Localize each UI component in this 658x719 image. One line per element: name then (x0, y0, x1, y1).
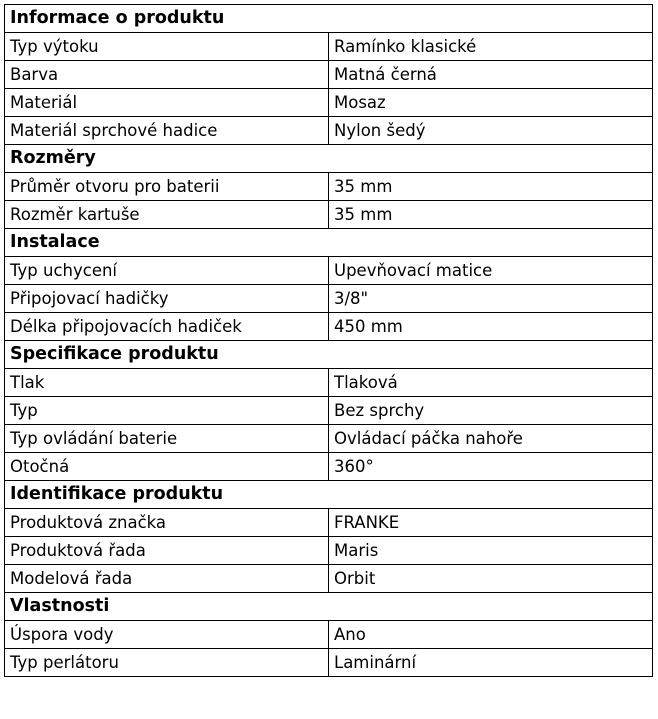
spec-value: Laminární (329, 649, 653, 677)
section-title: Specifikace produktu (5, 341, 653, 369)
section-header-row (5, 481, 653, 509)
spec-value: 450 mm (329, 313, 653, 341)
spec-row (5, 201, 653, 229)
section-header-row (5, 593, 653, 621)
spec-row (5, 425, 653, 453)
spec-row (5, 565, 653, 593)
spec-label: Připojovací hadičky (5, 285, 329, 313)
spec-label: Produktová značka (5, 509, 329, 537)
section-title: Informace o produktu (5, 5, 653, 33)
spec-value: Ovládací páčka nahoře (329, 425, 653, 453)
spec-row (5, 537, 653, 565)
spec-value: 35 mm (329, 173, 653, 201)
spec-label: Typ perlátoru (5, 649, 329, 677)
spec-value: Ano (329, 621, 653, 649)
spec-row (5, 313, 653, 341)
spec-label: Materiál sprchové hadice (5, 117, 329, 145)
spec-label: Modelová řada (5, 565, 329, 593)
section-title: Identifikace produktu (5, 481, 653, 509)
spec-value: Nylon šedý (329, 117, 653, 145)
spec-label: Typ uchycení (5, 257, 329, 285)
spec-row (5, 257, 653, 285)
spec-label: Materiál (5, 89, 329, 117)
spec-label: Úspora vody (5, 621, 329, 649)
section-title: Vlastnosti (5, 593, 653, 621)
spec-table-body (5, 5, 653, 677)
spec-value: 3/8" (329, 285, 653, 313)
section-title: Rozměry (5, 145, 653, 173)
spec-value: Mosaz (329, 89, 653, 117)
spec-row (5, 117, 653, 145)
spec-value: Ramínko klasické (329, 33, 653, 61)
section-header-row (5, 229, 653, 257)
spec-label: Typ ovládání baterie (5, 425, 329, 453)
section-header-row (5, 145, 653, 173)
section-title: Instalace (5, 229, 653, 257)
spec-row (5, 621, 653, 649)
spec-label: Průměr otvoru pro baterii (5, 173, 329, 201)
spec-row (5, 89, 653, 117)
spec-row (5, 61, 653, 89)
spec-label: Tlak (5, 369, 329, 397)
spec-row (5, 369, 653, 397)
spec-label: Rozměr kartuše (5, 201, 329, 229)
spec-row (5, 397, 653, 425)
spec-value: Orbit (329, 565, 653, 593)
spec-label: Otočná (5, 453, 329, 481)
product-spec-table (4, 4, 653, 677)
spec-label: Typ (5, 397, 329, 425)
spec-row (5, 173, 653, 201)
spec-value: Bez sprchy (329, 397, 653, 425)
spec-label: Typ výtoku (5, 33, 329, 61)
spec-value: Upevňovací matice (329, 257, 653, 285)
spec-row (5, 285, 653, 313)
section-header-row (5, 5, 653, 33)
spec-value: FRANKE (329, 509, 653, 537)
spec-row (5, 649, 653, 677)
spec-row (5, 33, 653, 61)
spec-row (5, 453, 653, 481)
spec-row (5, 509, 653, 537)
spec-value: Maris (329, 537, 653, 565)
spec-label: Barva (5, 61, 329, 89)
spec-label: Produktová řada (5, 537, 329, 565)
spec-value: 360° (329, 453, 653, 481)
section-header-row (5, 341, 653, 369)
spec-label: Délka připojovacích hadiček (5, 313, 329, 341)
spec-value: 35 mm (329, 201, 653, 229)
spec-value: Matná černá (329, 61, 653, 89)
spec-value: Tlaková (329, 369, 653, 397)
